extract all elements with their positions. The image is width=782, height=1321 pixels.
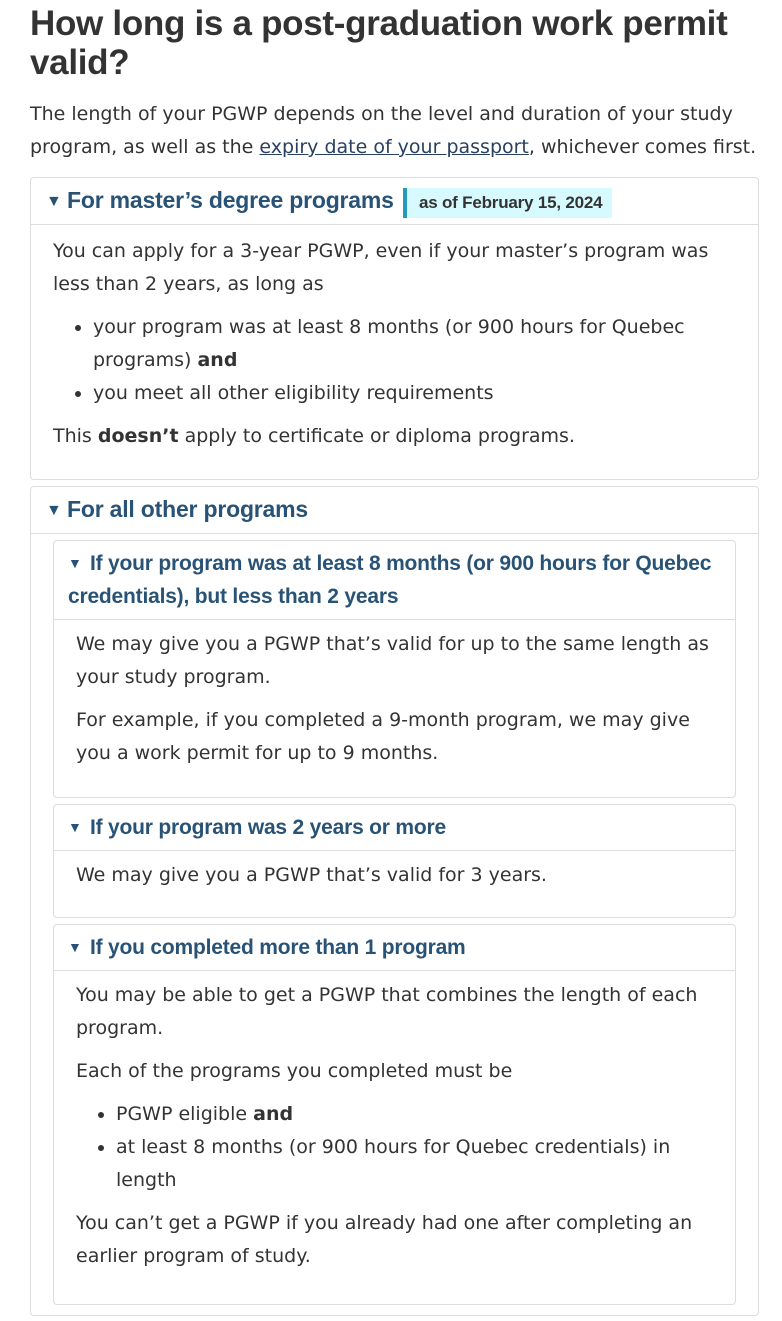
list-item <box>93 311 736 377</box>
note-text-end: apply to certificate or diploma programs. <box>178 425 575 447</box>
masters-summary-label: For master’s degree programs <box>67 187 394 213</box>
sub-paragraph: Each of the programs you completed must be <box>76 1060 513 1082</box>
page-title: How long is a post-graduation work permit valid? <box>30 4 728 82</box>
list-item: • at least 8 months (or 900 hours for Quebec credentials) in length <box>116 1131 713 1197</box>
sub-details-short <box>53 540 736 798</box>
masters-body <box>31 225 758 477</box>
other-summary[interactable] <box>31 487 758 534</box>
sub-paragraph: We may give you a PGWP that’s valid for up to the same length as your study program. <box>76 633 709 688</box>
sub-summary-label: If your program was at least 8 months (or 900 hours for Quebec credentials), but less than 2 years <box>68 552 712 608</box>
sub-list <box>76 1098 713 1197</box>
sub-details-multiple <box>53 924 736 1305</box>
sub-summary-multiple[interactable] <box>54 925 735 971</box>
other-body <box>31 534 758 1321</box>
sub-details-long <box>53 804 736 918</box>
sub-summary-label: If your program was 2 years or more <box>90 816 446 839</box>
sub-summary-long[interactable] <box>54 805 735 851</box>
triangle-down-icon: ▼ <box>46 502 62 519</box>
list-item-text: your program was at least 8 months (or 900 hours for Quebec programs) <box>93 316 685 371</box>
triangle-down-icon: ▼ <box>68 555 82 571</box>
triangle-down-icon: ▼ <box>68 819 82 835</box>
intro-text-end: , whichever comes first. <box>528 136 757 158</box>
sub-body-multiple <box>54 971 735 1297</box>
sub-summary-label: If you completed more than 1 program <box>90 936 466 959</box>
masters-note <box>53 420 736 453</box>
list-item-text: PGWP eligible <box>116 1103 254 1125</box>
list-item-bold: and <box>197 349 238 371</box>
list-item-bold: and <box>253 1103 294 1125</box>
sub-body-short <box>54 620 735 794</box>
masters-paragraph: You can apply for a 3-year PGWP, even if your master’s program was less than 2 years, as long as <box>53 240 709 295</box>
masters-details <box>30 177 759 480</box>
sub-summary-short[interactable] <box>54 541 735 620</box>
sub-paragraph: For example, if you completed a 9-month program, we may give you a work permit for up to 9 months. <box>76 709 690 764</box>
masters-summary[interactable] <box>31 178 758 225</box>
other-details <box>30 486 759 1316</box>
passport-expiry-link[interactable]: expiry date of your passport <box>259 136 529 158</box>
triangle-down-icon: ▼ <box>68 939 82 955</box>
masters-list <box>53 311 736 410</box>
main-content <box>30 0 759 1316</box>
sub-paragraph: You can’t get a PGWP if you already had one after completing an earlier program of study. <box>76 1212 693 1267</box>
triangle-down-icon: ▼ <box>46 193 62 210</box>
list-item <box>116 1098 713 1131</box>
intro-paragraph <box>30 98 759 164</box>
note-text: This <box>53 425 98 447</box>
list-item: • you meet all other eligibility requirements <box>93 377 736 410</box>
sub-paragraph: You may be able to get a PGWP that combines the length of each program. <box>76 984 698 1039</box>
note-bold: doesn’t <box>97 425 179 447</box>
other-summary-label: For all other programs <box>67 496 308 522</box>
intro-text: The length of your PGWP depends on the level and duration of your study program, as well as the <box>30 103 733 158</box>
sub-paragraph: We may give you a PGWP that’s valid for 3 years. <box>76 864 547 886</box>
sub-body-long <box>54 851 735 916</box>
date-badge: as of February 15, 2024 <box>403 188 612 218</box>
